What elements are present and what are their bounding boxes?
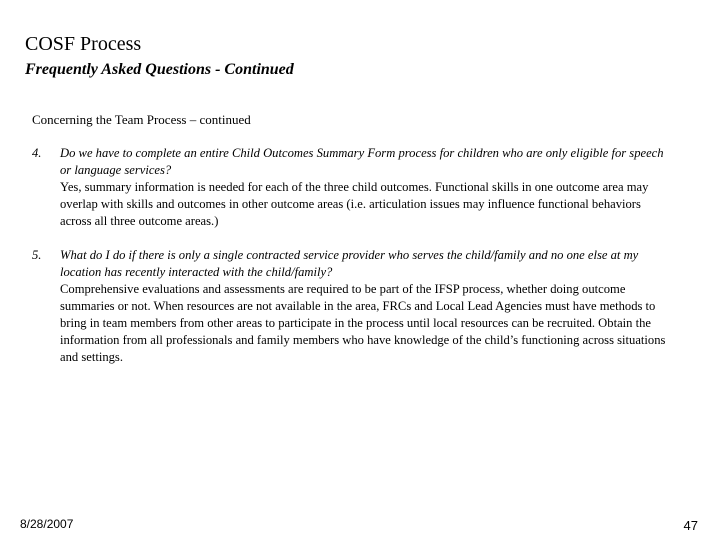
faq-item-number: 5. bbox=[32, 248, 42, 262]
faq-answer: Yes, summary information is needed for each of the three child outcomes. Functional skills in one outcome area may overlap with skills and outcomes in other outcome areas (i.e. articulation issues may influence functional behaviors across all three outcome areas.) bbox=[60, 180, 649, 228]
footer-date: 8/28/2007 bbox=[20, 517, 74, 531]
page-number: 47 bbox=[683, 518, 698, 533]
page-subtitle: Frequently Asked Questions - Continued bbox=[25, 61, 294, 78]
faq-question: Do we have to complete an entire Child Outcomes Summary Form process for children who are only eligible for speech or language services? bbox=[60, 146, 664, 177]
faq-item-4 bbox=[32, 145, 672, 230]
faq-answer: Comprehensive evaluations and assessments are required to be part of the IFSP process, whether doing outcome summaries or not. When resources are not available in the area, FRCs and Local Lead Agencies must have methods to bring in team members from other areas to participate in the process until local resources can be recruited. Obtain the information from all professionals and family members who have knowledge of the child’s functioning across situations and settings. bbox=[60, 282, 666, 364]
faq-item-5 bbox=[32, 247, 672, 366]
faq-item-number: 4. bbox=[32, 146, 42, 160]
faq-question: What do I do if there is only a single contracted service provider who serves the child/family and no one else at my location has recently interacted with the child/family? bbox=[60, 248, 639, 279]
section-heading: Concerning the Team Process – continued bbox=[32, 112, 251, 127]
page-title: COSF Process bbox=[25, 33, 142, 55]
